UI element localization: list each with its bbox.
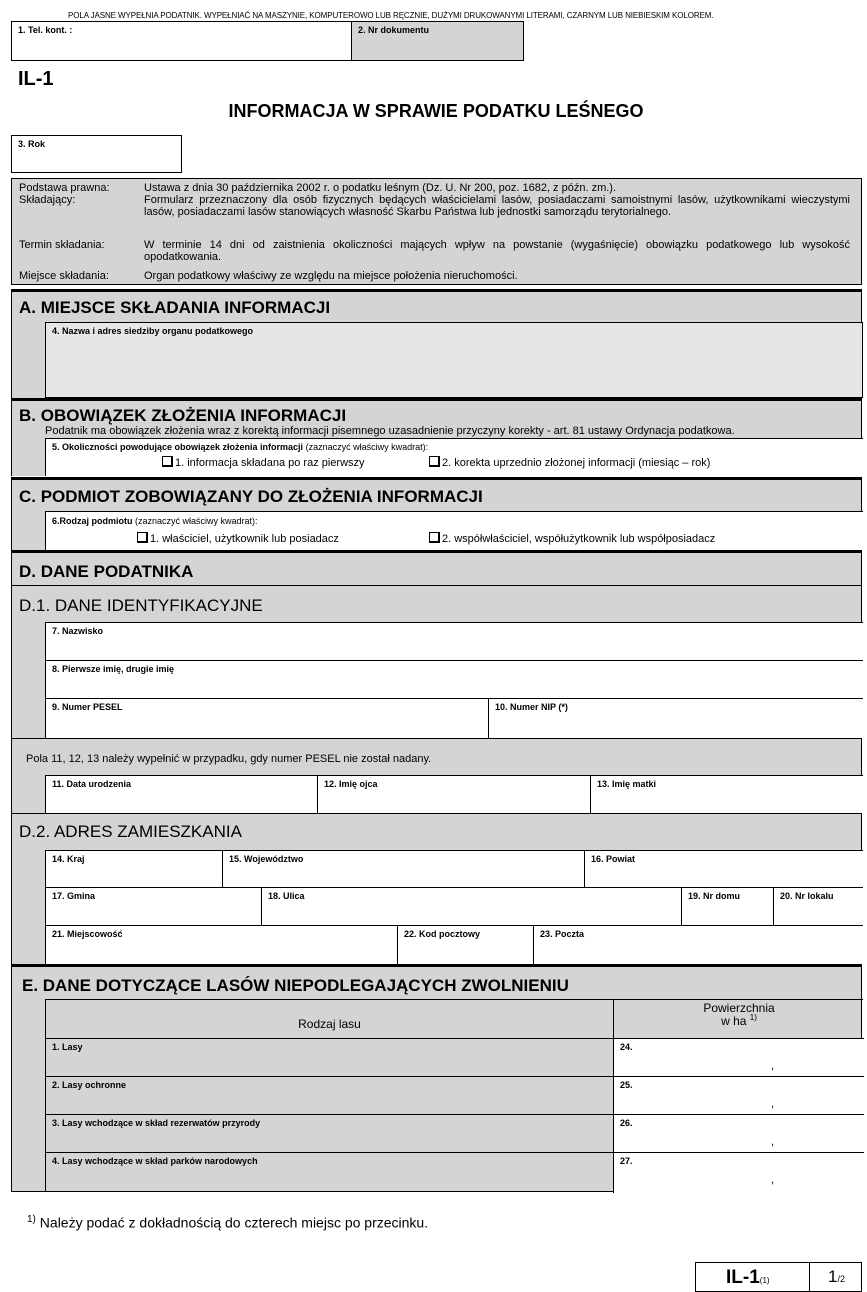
checkbox-owner[interactable] [137,532,148,543]
flat-number-label: 20. Nr lokalu [780,891,834,901]
section-d-divider [12,585,861,586]
footer-page-box [809,1262,862,1292]
tax-office-label: 4. Nazwa i adres siedziby organu podatkowego [52,326,254,336]
decimal-separator: , [771,1174,775,1186]
section-e [11,967,862,1192]
tax-office-field[interactable] [45,322,863,398]
forest-row-area-label: 26. [620,1118,633,1128]
forest-row-area-field[interactable] [613,1114,864,1152]
circumstance-label: 5. Okoliczności powodujące obowiązek złożenia informacji [52,442,304,452]
footer-code-box [695,1262,810,1292]
footnote-text: Należy podać z dokładnością do czterech miejsc po przecinku. [39,1214,429,1231]
pesel-note: Pola 11, 12, 13 należy wypełnić w przypadku, gdy numer PESEL nie został nadany. [26,753,432,765]
street-field[interactable] [261,887,681,925]
col-area-label-2-wrap [614,1013,864,1028]
entity-type-label-wrap [52,516,258,526]
section-d [11,553,862,964]
section-d2-title: D.2. ADRES ZAMIESZKANIA [19,822,242,841]
col-area-footnote-marker: 1) [749,1013,757,1022]
forest-table-header-area [613,1000,864,1038]
section-b [11,401,862,476]
section-c [11,480,862,550]
birth-date-field[interactable] [45,775,317,813]
forest-row-area-field[interactable] [613,1076,864,1114]
option-first-filing-label: 1. informacja składana po raz pierwszy [175,457,365,469]
voivodeship-label: 15. Województwo [229,854,304,864]
place-label: Miejsce składania: [19,270,109,282]
forest-row-area-label: 25. [620,1080,633,1090]
forest-row-type [46,1152,613,1193]
circumstance-label-wrap [52,442,428,452]
checkbox-first-filing[interactable] [162,456,173,467]
section-e-title: E. DANE DOTYCZĄCE LASÓW NIEPODLEGAJĄCYCH ZWOLNIENIU [22,976,569,995]
forest-row-type-label: 2. Lasy ochronne [52,1080,127,1090]
decimal-separator: , [771,1098,775,1110]
post-office-field[interactable] [533,925,863,964]
surname-field[interactable] [45,622,863,660]
section-d1-title: D.1. DANE IDENTYFIKACYJNE [19,596,263,615]
decimal-separator: , [771,1136,775,1148]
option-owner-label: 1. właściciel, użytkownik lub posiadacz [150,533,339,545]
place-text: Organ podatkowy właściwy ze względu na miejsce położenia nieruchomości. [144,270,518,282]
legal-basis-label: Podstawa prawna: [19,182,110,194]
mother-name-label: 13. Imię matki [597,779,657,789]
forest-row-type [46,1114,613,1152]
footnote [27,1214,428,1231]
nip-label: 10. Numer NIP (*) [495,702,568,712]
filers-label: Składający: [19,194,76,206]
first-names-label: 8. Pierwsze imię, drugie imię [52,664,175,674]
deadline-label: Termin składania: [19,239,105,251]
forest-row-type-label: 4. Lasy wchodzące w skład parków narodowych [52,1156,258,1166]
info-block [11,178,862,285]
pesel-label: 9. Numer PESEL [52,702,123,712]
birth-date-label: 11. Data urodzenia [52,779,132,789]
entity-type-hint: (zaznaczyć właściwy kwadrat): [135,516,258,526]
surname-label: 7. Nazwisko [52,626,104,636]
col-type-label: Rodzaj lasu [298,1017,361,1031]
document-number-label: 2. Nr dokumentu [358,25,430,35]
form-title: INFORMACJA W SPRAWIE PODATKU LEŚNEGO [228,101,644,121]
commune-label: 17. Gmina [52,891,96,901]
option-co-owner[interactable] [429,532,715,545]
col-area-label-1: Powierzchnia [703,1001,775,1015]
county-field[interactable] [584,850,863,887]
forest-table-header-type [46,1000,613,1038]
form-code: IL-1 [18,68,54,90]
forest-row-type-label: 1. Lasy [52,1042,83,1052]
postal-code-label: 22. Kod pocztowy [404,929,481,939]
checkbox-correction[interactable] [429,456,440,467]
entity-type-label: 6.Rodzaj podmiotu [52,516,133,526]
circumstance-field [45,438,863,476]
checkbox-co-owner[interactable] [429,532,440,543]
voivodeship-field[interactable] [222,850,584,887]
deadline-text: W terminie 14 dni od zaistnienia okoliczności mających wpływ na powstanie (wygaśnięcie) obowiązku podatkowego lub wysokość opodatkowania. [144,239,850,263]
city-field[interactable] [45,925,397,964]
option-correction-label: 2. korekta uprzednio złożonej informacji (miesiąc – rok) [442,457,711,469]
entity-type-field [45,511,863,550]
post-office-label: 23. Poczta [540,929,585,939]
street-label: 18. Ulica [268,891,305,901]
pesel-note-divider [12,738,861,739]
forest-row-area-label: 27. [620,1156,633,1166]
forest-row-type-label: 3. Lasy wchodzące w skład rezerwatów przyrody [52,1118,261,1128]
decimal-separator: , [771,1060,775,1072]
pesel-field[interactable] [45,698,488,738]
county-label: 16. Powiat [591,854,636,864]
document-number-field [351,21,524,61]
section-a [11,292,862,398]
country-label: 14. Kraj [52,854,85,864]
section-b-title: B. OBOWIĄZEK ZŁOŻENIA INFORMACJI [19,406,347,425]
country-field[interactable] [45,850,222,887]
section-a-title: A. MIEJSCE SKŁADANIA INFORMACJI [19,298,331,317]
option-co-owner-label: 2. współwłaściciel, współużytkownik lub współposiadacz [442,533,716,545]
house-number-field[interactable] [681,887,773,925]
footer-code-sup: (1) [759,1276,770,1285]
nip-field[interactable] [488,698,863,738]
option-first-filing[interactable] [162,456,365,469]
option-correction[interactable] [429,456,710,469]
phone-field-label: 1. Tel. kont. : [18,25,73,35]
filers-text: Formularz przeznaczony dla osób fizycznych będących właścicielami lasów, posiadaczami samoistnymi lasów, użytkownikami wieczystymi lasów, posiadaczami lasów stanowiących własność Skarbu Państwa lub jednostki samorządu terytorialnego. [144,194,850,218]
mother-name-field[interactable] [590,775,863,813]
phone-field[interactable] [11,21,352,61]
forest-row-type [46,1038,613,1076]
forest-row-area-field[interactable] [613,1152,864,1193]
first-names-field[interactable] [45,660,863,698]
footer-code-wrap [726,1267,770,1289]
section-b-note: Podatnik ma obowiązek złożenia wraz z korektą informacji pisemnego uzasadnienie przyczyny korekty - art. 81 ustawy Ordynacja podatkowa. [45,425,735,437]
option-owner[interactable] [137,532,339,545]
section-c-title: C. PODMIOT ZOBOWIĄZANY DO ZŁOŻENIA INFORMACJI [19,487,483,506]
section-d-title: D. DANE PODATNIKA [19,562,194,581]
city-label: 21. Miejscowość [52,929,123,939]
flat-number-field[interactable] [773,887,863,925]
commune-field[interactable] [45,887,261,925]
circumstance-hint: (zaznaczyć właściwy kwadrat): [305,442,429,452]
forest-row-type [46,1076,613,1114]
header-instruction: POLA JASNE WYPEŁNIA PODATNIK. WYPEŁNIAĆ NA MASZYNIE, KOMPUTEROWO LUB RĘCZNIE, DUŻYMI DRUKOWANYMI LITERAMI, CZARNYM LUB NIEBIESKIM KOLOREM. [68,11,714,20]
forest-row-area-field[interactable] [613,1038,864,1076]
year-field[interactable] [11,135,182,173]
year-field-label: 3. Rok [18,139,46,149]
footer-page-total: /2 [837,1274,845,1284]
footer-page-wrap [828,1267,845,1287]
col-area-label-2: w ha [721,1014,747,1028]
footer-code: IL-1 [726,1267,760,1288]
house-number-label: 19. Nr domu [688,891,741,901]
postal-code-field[interactable] [397,925,533,964]
father-name-label: 12. Imię ojca [324,779,378,789]
address-divider [12,813,861,814]
forest-row-area-label: 24. [620,1042,633,1052]
footnote-marker: 1) [27,1214,36,1225]
legal-basis-text: Ustawa z dnia 30 października 2002 r. o podatku leśnym (Dz. U. Nr 200, poz. 1682, z późn. zm.). [144,182,617,194]
father-name-field[interactable] [317,775,590,813]
footer-page: 1 [828,1267,838,1286]
forest-table [45,999,863,1192]
